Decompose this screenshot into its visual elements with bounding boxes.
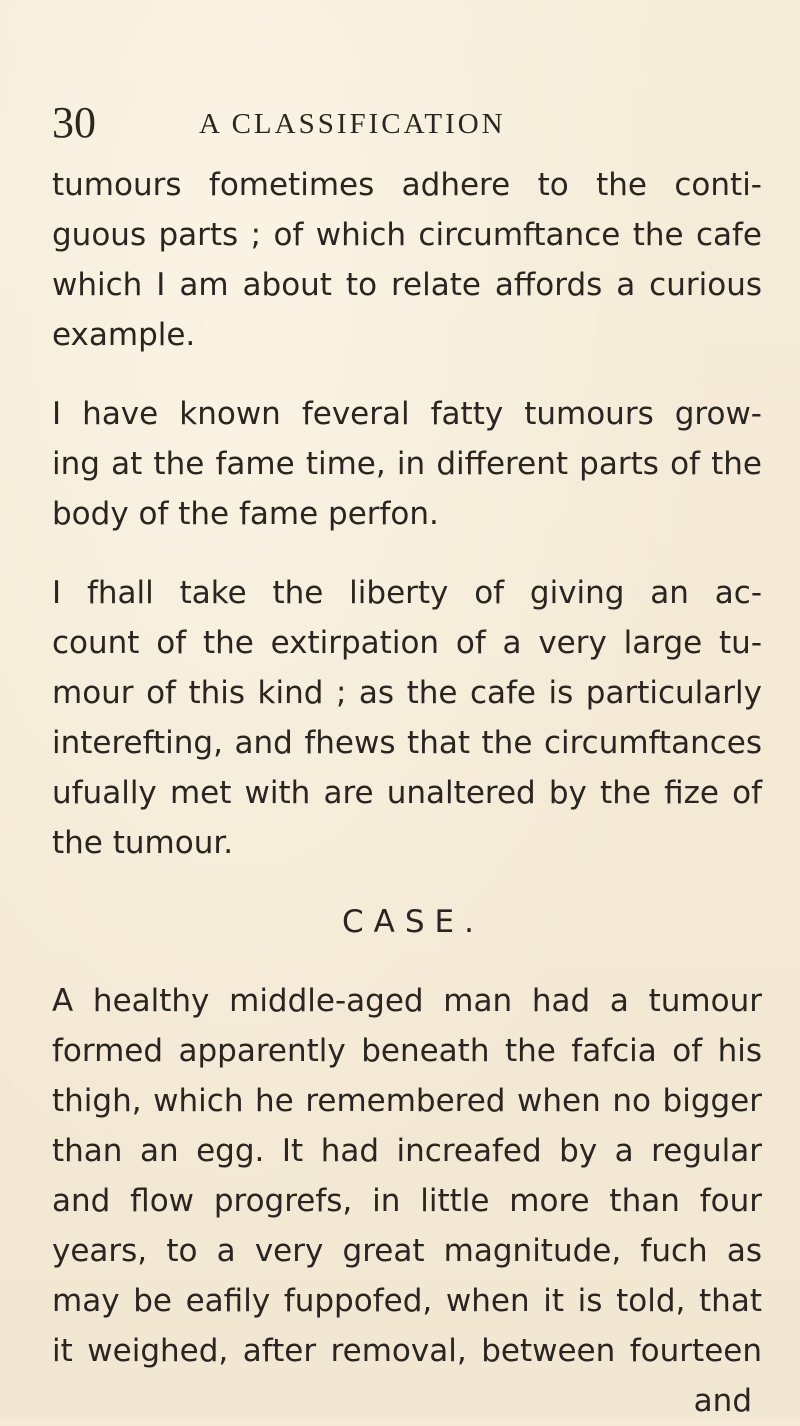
text-line: guous parts ; of which circumftance the cafe xyxy=(52,217,762,253)
text-line: I fhall take the liberty of giving an ac- xyxy=(52,575,762,611)
text-line: interefting, and fhews that the circumftances xyxy=(52,725,762,761)
body-text xyxy=(52,160,762,1426)
text-line: example. xyxy=(52,317,196,353)
text-line: years, to a very great magnitude, fuch as xyxy=(52,1233,762,1269)
text-line: which I am about to relate affords a curious xyxy=(52,267,762,303)
text-line: body of the fame perfon. xyxy=(52,496,439,532)
paragraph-2 xyxy=(52,389,762,539)
case-heading: CASE. xyxy=(342,904,484,940)
text-line: the tumour. xyxy=(52,825,234,861)
text-line: tumours fometimes adhere to the conti- xyxy=(52,167,762,203)
text-line: than an egg. It had increafed by a regular xyxy=(52,1133,762,1169)
text-line: and flow progrefs, in little more than four xyxy=(52,1183,762,1219)
case-paragraph xyxy=(52,976,762,1376)
text-line: mour of this kind ; as the cafe is particularly xyxy=(52,675,762,711)
catchword: and xyxy=(693,1383,752,1419)
text-line: may be eafily fuppofed, when it is told, that xyxy=(52,1283,762,1319)
text-line: ufually met with are unaltered by the fize of xyxy=(52,775,762,811)
text-line: ing at the fame time, in different parts of the xyxy=(52,446,762,482)
text-line: count of the extirpation of a very large tu- xyxy=(52,625,762,661)
text-line: A healthy middle-aged man had a tumour xyxy=(52,983,762,1019)
text-line: thigh, which he remembered when no bigger xyxy=(52,1083,762,1119)
page-number: 30 xyxy=(52,98,96,147)
text-line: I have known feveral fatty tumours grow- xyxy=(52,396,762,432)
text-line: it weighed, after removal, between fourteen xyxy=(52,1333,762,1369)
paragraph-1 xyxy=(52,160,762,360)
page-header xyxy=(52,98,752,148)
paragraph-3 xyxy=(52,568,762,868)
text-line: formed apparently beneath the fafcia of his xyxy=(52,1033,762,1069)
running-head: A CLASSIFICATION xyxy=(199,108,506,140)
